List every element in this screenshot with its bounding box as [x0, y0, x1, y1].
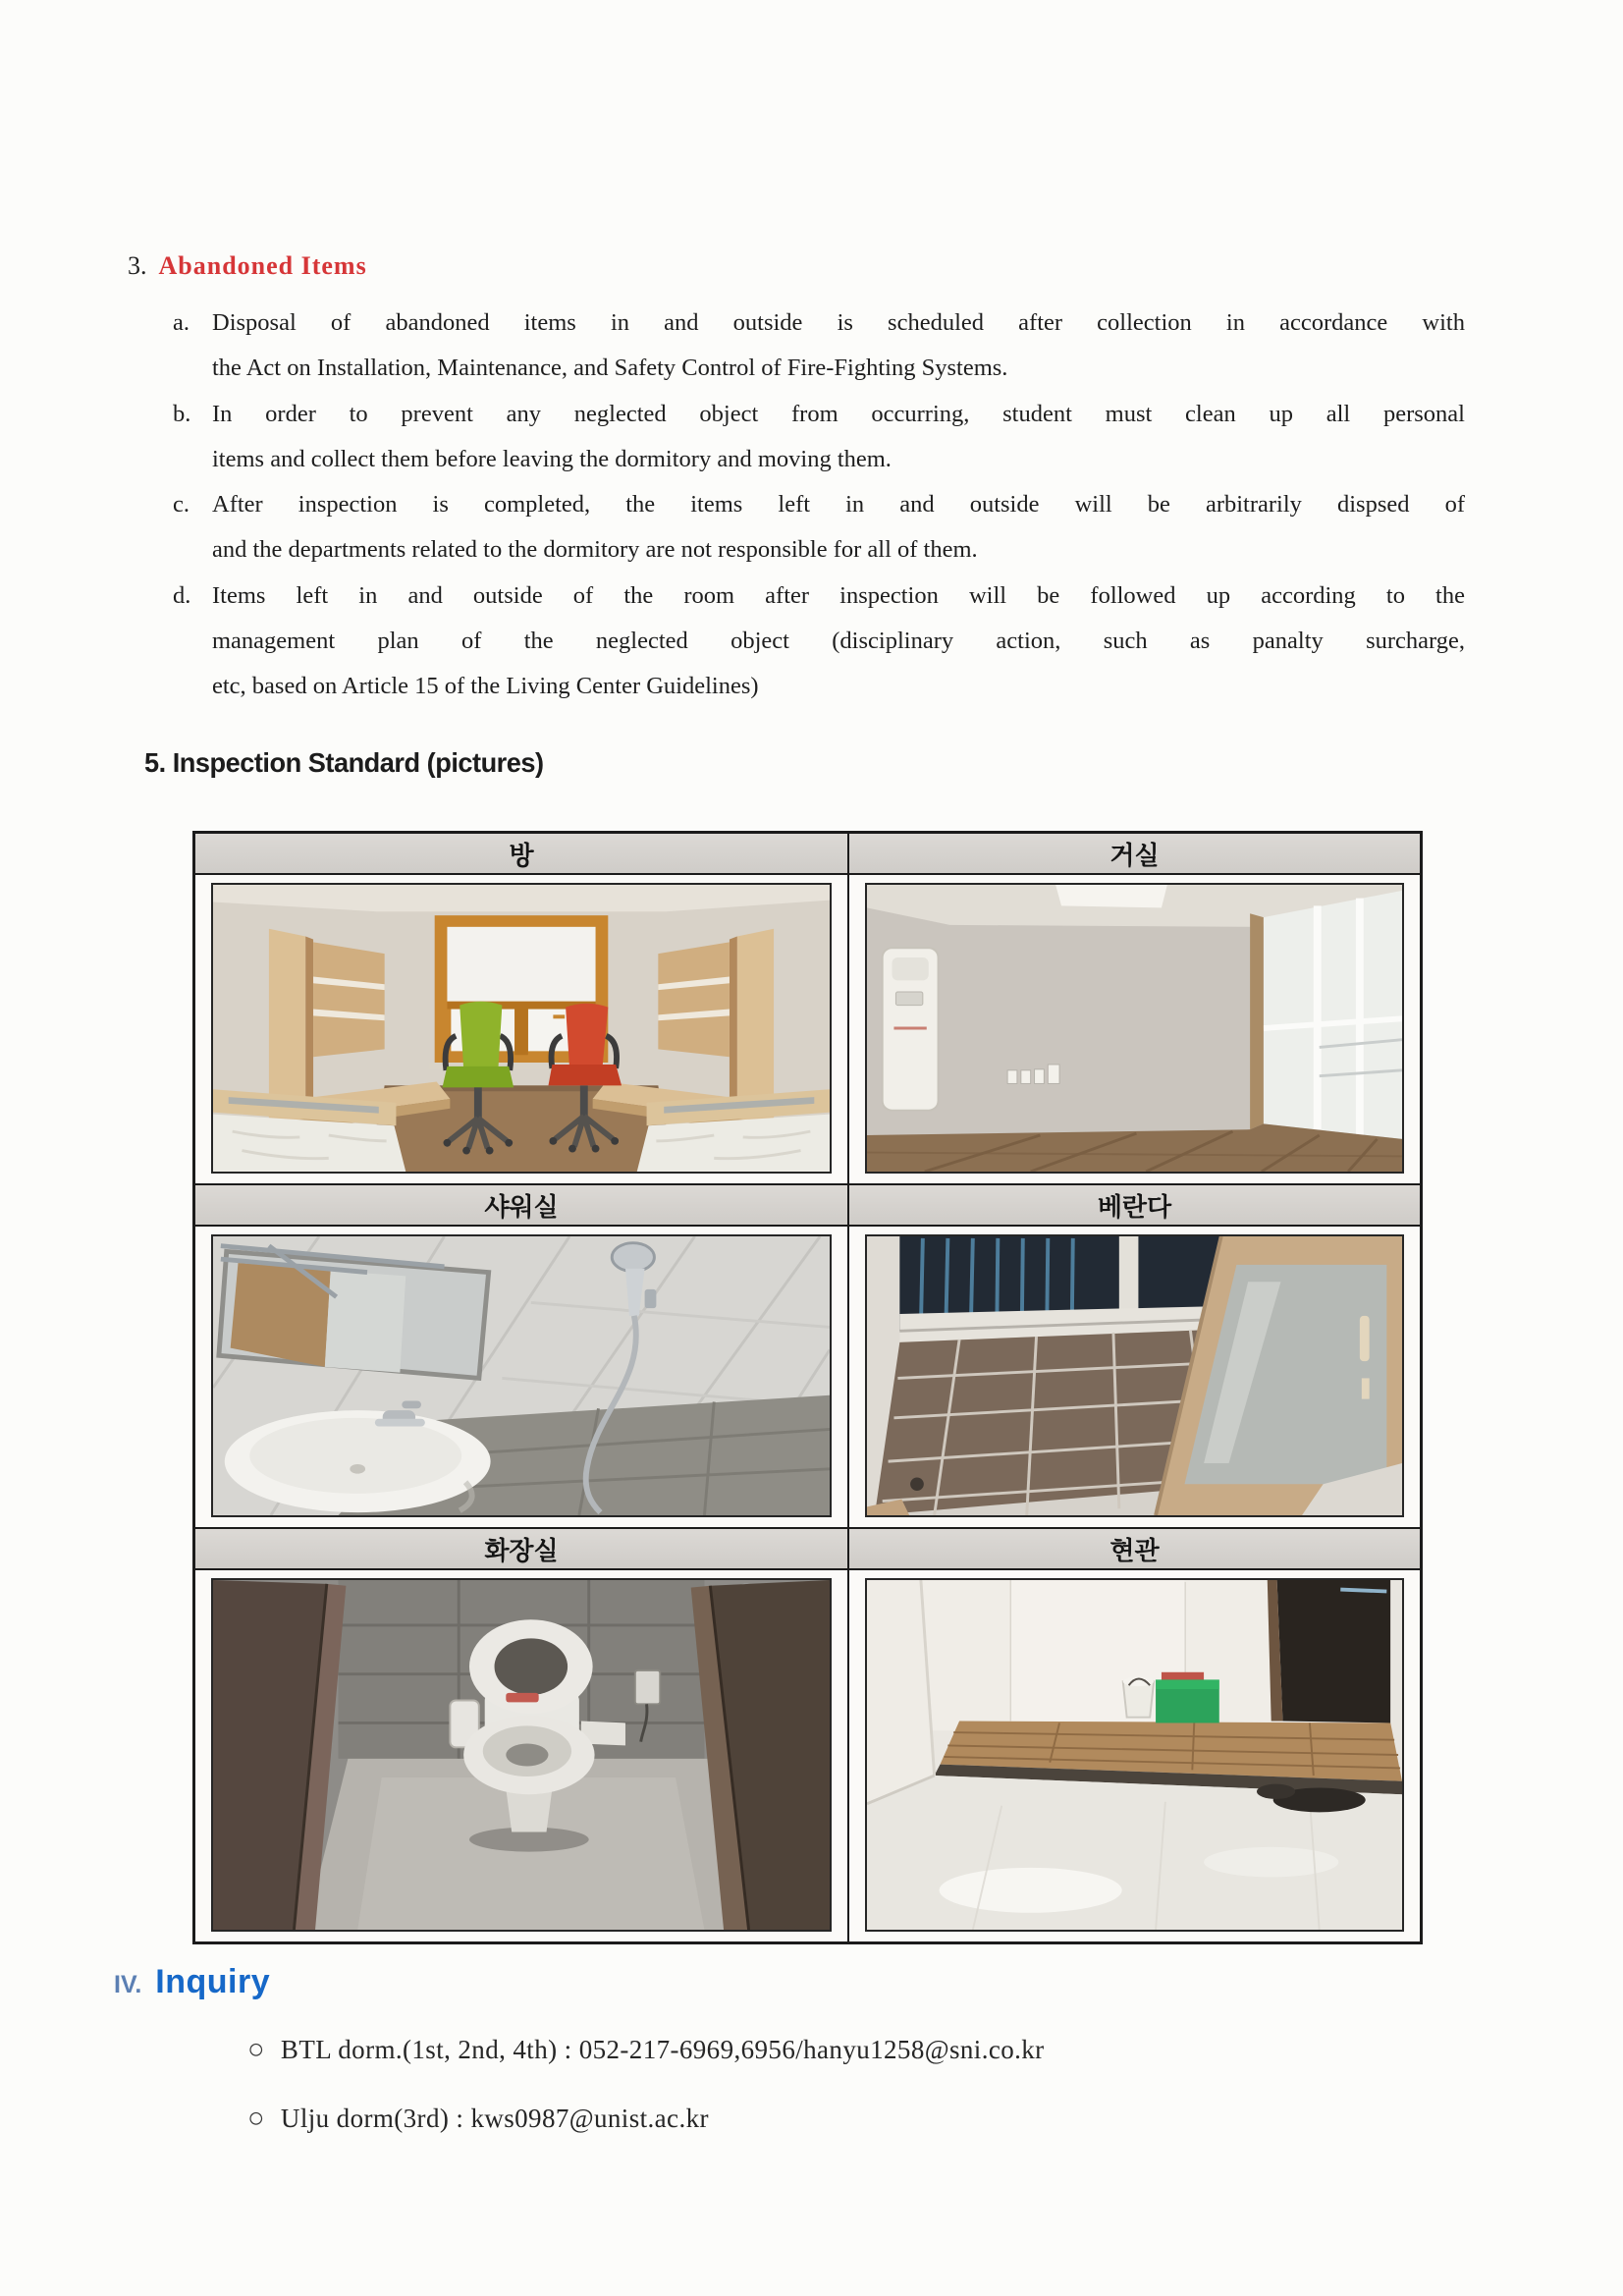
item-text: [212, 301, 1465, 392]
caption-room: 방: [509, 841, 534, 871]
list-item-d: [173, 574, 1465, 710]
item-text: [212, 574, 1465, 710]
list-item-c: [173, 482, 1465, 574]
item-label: a.: [173, 309, 189, 336]
text-line: items and collect them before leaving the dormitory and moving them.: [212, 445, 892, 472]
inquiry-heading: [114, 1963, 270, 2001]
section3-title: Abandoned Items: [158, 251, 367, 280]
text-line: Disposal of abandoned items in and outside is scheduled after collection in accordance with: [212, 309, 1465, 336]
toilet-photo: [211, 1578, 832, 1932]
item-label: d.: [173, 581, 191, 609]
photo-cell-room: [194, 874, 848, 1184]
caption-cell-entrance: [848, 1528, 1421, 1569]
entrance-photo-illustration: [867, 1580, 1402, 1930]
inquiry-number: IV.: [114, 1971, 142, 1998]
item-text: [212, 482, 1465, 574]
photo-cell-veranda: [848, 1226, 1421, 1528]
shower-room-photo: [211, 1234, 832, 1517]
text-line: etc, based on Article 15 of the Living Center Guidelines): [212, 673, 759, 700]
section3-number: 3.: [128, 251, 147, 280]
item-label: c.: [173, 491, 189, 519]
section3-heading: [128, 251, 367, 281]
caption-cell-veranda: [848, 1184, 1421, 1226]
living-room-photo: [865, 883, 1404, 1174]
text-line: Items left in and outside of the room after inspection will be followed up according to the: [212, 581, 1465, 609]
caption-toilet: 화장실: [484, 1536, 559, 1566]
photo-cell-entrance: [848, 1569, 1421, 1942]
living-room-photo-illustration: [867, 885, 1402, 1172]
circle-bullet: ○: [247, 2033, 265, 2065]
photo-cell-toilet: [194, 1569, 848, 1942]
inquiry-contact-text: BTL dorm.(1st, 2nd, 4th) : 052-217-6969,6956/hanyu1258@sni.co.kr: [280, 2034, 1045, 2064]
inquiry-item-ulju-dorm: [247, 2084, 1045, 2153]
text-line: In order to prevent any neglected object from occurring, student must clean up all personal: [212, 400, 1465, 427]
abandoned-items-list: [173, 301, 1465, 710]
item-label: b.: [173, 400, 191, 427]
caption-cell-room: [194, 833, 848, 874]
caption-shower-room: 샤워실: [484, 1192, 559, 1223]
caption-cell-toilet: [194, 1528, 848, 1569]
photo-cell-living-room: [848, 874, 1421, 1184]
inquiry-title: Inquiry: [155, 1963, 271, 2000]
toilet-photo-illustration: [213, 1580, 830, 1930]
shower-room-photo-illustration: [213, 1236, 830, 1515]
caption-veranda: 베란다: [1097, 1192, 1172, 1223]
room-photo: [211, 883, 832, 1174]
veranda-photo: [865, 1234, 1404, 1517]
inquiry-contact-text: Ulju dorm(3rd) : kws0987@unist.ac.kr: [280, 2103, 709, 2133]
list-item-a: [173, 301, 1465, 392]
item-text: [212, 392, 1465, 483]
inquiry-item-btl-dorm: [247, 2015, 1045, 2084]
section5-heading: 5. Inspection Standard (pictures): [144, 747, 544, 778]
text-line: the Act on Installation, Maintenance, and Safety Control of Fire-Fighting Systems.: [212, 355, 1008, 382]
inquiry-list: [247, 2015, 1045, 2153]
list-item-b: [173, 392, 1465, 483]
entrance-photo: [865, 1578, 1404, 1932]
room-photo-illustration: [213, 885, 830, 1172]
circle-bullet: ○: [247, 2102, 265, 2134]
photo-cell-shower-room: [194, 1226, 848, 1528]
inspection-pictures-table: [192, 831, 1423, 1944]
veranda-photo-illustration: [867, 1236, 1402, 1515]
caption-cell-shower-room: [194, 1184, 848, 1226]
caption-entrance: 현관: [1109, 1536, 1160, 1566]
text-line: management plan of the neglected object (disciplinary action, such as panalty surcharge,: [212, 628, 1465, 655]
caption-living-room: 거실: [1109, 841, 1160, 871]
text-line: After inspection is completed, the items left in and outside will be arbitrarily dispsed of: [212, 491, 1465, 519]
text-line: and the departments related to the dormitory are not responsible for all of them.: [212, 536, 978, 564]
caption-cell-living-room: [848, 833, 1421, 874]
